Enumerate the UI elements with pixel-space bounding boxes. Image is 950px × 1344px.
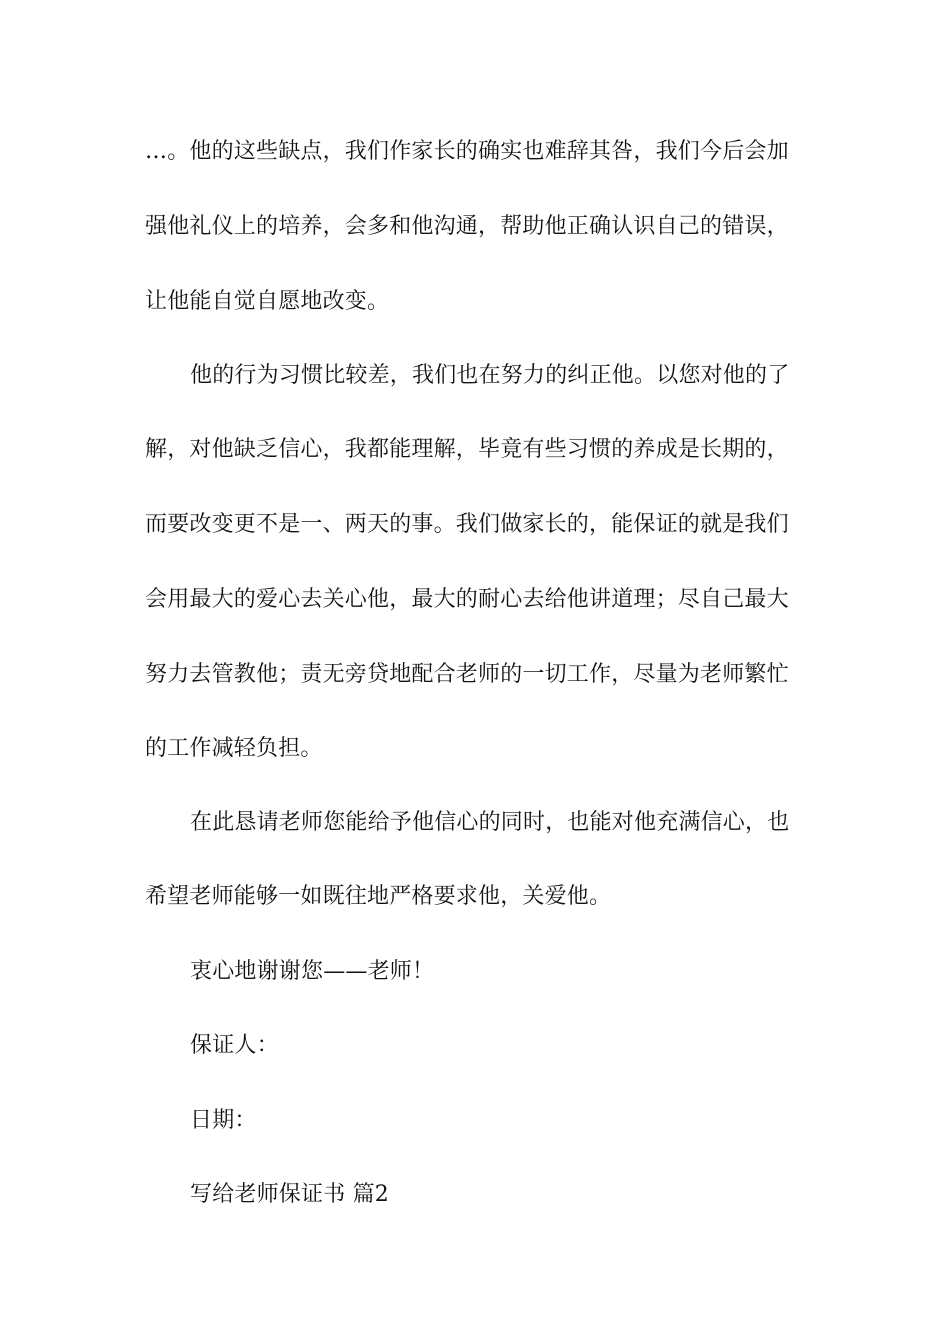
text-line-1: …。他的这些缺点，我们作家长的确实也难辞其咎，我们今后会加 (145, 139, 789, 164)
text-line-11: 希望老师能够一如既往地严格要求他，关爱他。 (145, 884, 612, 909)
text-line-10: 在此恳请老师您能给予他信心的同时，也能对他充满信心，也 (190, 810, 790, 835)
text-line-3: 让他能自觉自愿地改变。 (145, 289, 390, 314)
text-line-9: 的工作减轻负担。 (145, 736, 323, 761)
text-line-7: 会用最大的爱心去关心他，最大的耐心去给他讲道理；尽自己最大 (145, 587, 789, 612)
text-line-5: 解，对他缺乏信心，我都能理解，毕竟有些习惯的养成是长期的， (145, 437, 789, 462)
date-label: 日期： (190, 1108, 257, 1133)
closing-thanks: 衷心地谢谢您——老师！ (190, 959, 435, 984)
text-line-4: 他的行为习惯比较差，我们也在努力的纠正他。以您对他的了 (190, 363, 790, 388)
section-heading: 写给老师保证书 篇2 (190, 1182, 389, 1207)
text-line-2: 强他礼仪上的培养，会多和他沟通，帮助他正确认识自己的错误， (145, 214, 789, 239)
text-line-6: 而要改变更不是一、两天的事。我们做家长的，能保证的就是我们 (145, 512, 789, 537)
text-line-8: 努力去管教他；责无旁贷地配合老师的一切工作，尽量为老师繁忙 (145, 662, 789, 687)
guarantor-label: 保证人： (190, 1033, 279, 1058)
